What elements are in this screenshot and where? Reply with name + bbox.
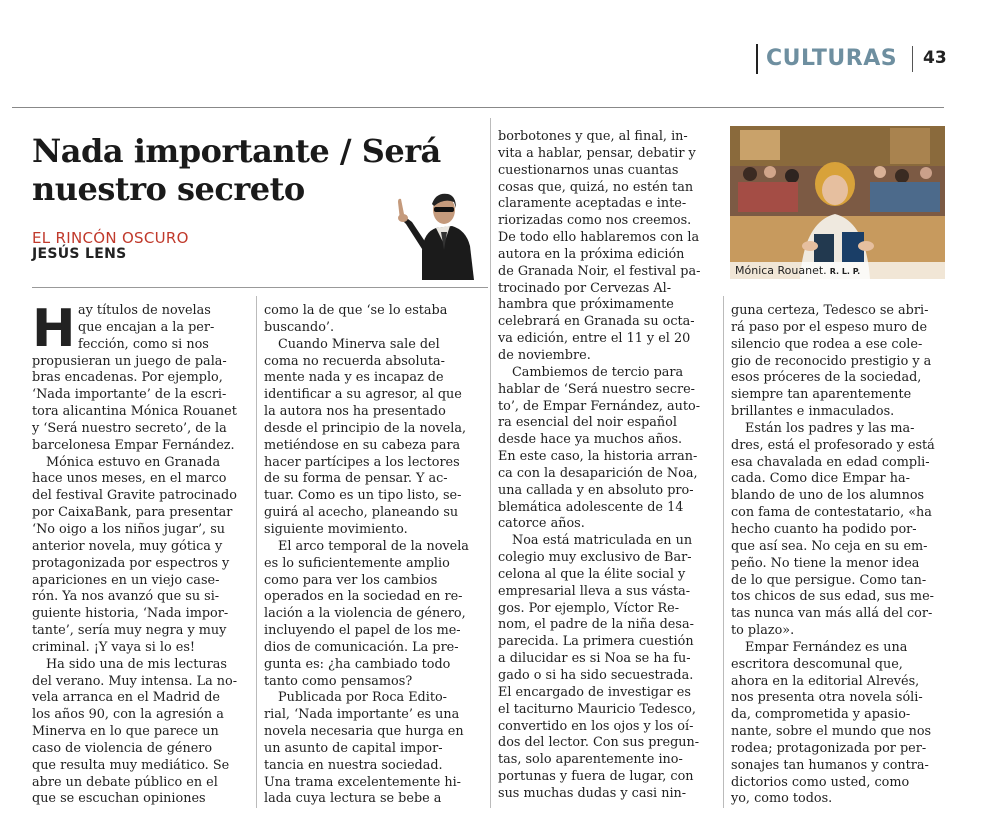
column-rule <box>490 118 491 808</box>
text-line: Minerva en lo que parece un <box>32 724 219 740</box>
text-line: gunta es: ¿ha cambiado todo <box>264 656 451 672</box>
text-column-1 <box>32 299 254 808</box>
headline-rule <box>32 287 488 288</box>
text-line: da, comprometida y apasio- <box>731 707 911 723</box>
text-line: El arco temporal de la novela <box>278 538 469 554</box>
text-line: autora en la próxima edición <box>498 246 685 262</box>
text-line: ahora en la editorial Alrevés, <box>731 673 920 689</box>
text-line: la autora nos ha presentado <box>264 404 446 420</box>
text-line: Cambiemos de tercio para <box>512 364 684 380</box>
text-line: De todo ello hablaremos con la <box>498 230 700 246</box>
text-line: trocinado por Cervezas Al- <box>498 280 672 296</box>
text-line: Mónica estuvo en Granada <box>46 454 221 470</box>
text-line: a dilucidar es si Noa se ha fu- <box>498 651 691 667</box>
text-line: silencio que rodea a ese cole- <box>731 336 923 352</box>
text-line: una callada y en absoluto pro- <box>498 482 694 498</box>
text-line: coma no recuerda absoluta- <box>264 353 445 369</box>
text-line: brillantes e inmaculados. <box>731 404 895 420</box>
text-line: tos chicos de sus edad, sus me- <box>731 589 934 605</box>
photo-monica-rouanet <box>730 126 945 279</box>
text-line: abre un debate público en el <box>32 774 218 790</box>
text-line: borbotones y que, al final, in- <box>498 129 688 144</box>
text-line: gado o si ha sido secuestrada. <box>498 668 694 683</box>
text-line: rial, ‘Nada importante’ es una <box>264 707 460 723</box>
text-line: mente nada y es incapaz de <box>264 370 444 386</box>
text-line: celona al que la élite social y <box>498 566 686 582</box>
text-line: criminal. ¡Y vaya si lo es! <box>32 639 196 655</box>
text-line: to plazo». <box>731 623 795 639</box>
text-line: barcelonesa Empar Fernández. <box>32 437 235 453</box>
text-line: tante’, sería muy negra y muy <box>32 623 227 639</box>
text-line: como para ver los cambios <box>264 572 438 588</box>
text-line: cosas que, quizá, no estén tan <box>498 179 694 195</box>
text-line: tanto como pensamos? <box>264 673 413 689</box>
text-column-3 <box>498 129 720 803</box>
text-line: esa chavalada en edad compli- <box>731 454 930 470</box>
text-line: Cuando Minerva sale del <box>278 336 440 352</box>
text-line: El encargado de investigar es <box>498 684 691 700</box>
photo-credit: R. L. P. <box>829 267 861 276</box>
caption-text: Mónica Rouanet. <box>735 264 827 277</box>
headline-line: nuestro secreto <box>32 170 305 208</box>
text-line: desde hace ya muchos años. <box>498 432 683 448</box>
text-line: que así sea. No ceja en su em- <box>731 538 928 554</box>
text-line: hablar de ‘Será nuestro secre- <box>498 381 696 397</box>
text-line: Noa está matriculada en un <box>512 533 693 549</box>
text-line: del festival Gravite patrocinado <box>32 488 237 504</box>
text-line: empresarial lleva a sus vásta- <box>498 583 691 599</box>
text-line: nante, sobre el mundo que nos <box>731 724 932 740</box>
text-line: que resulta muy mediático. Se <box>32 757 230 773</box>
photo-caption <box>730 262 945 279</box>
column-rule <box>256 296 257 808</box>
text-line: es lo suficientemente amplio <box>264 555 450 571</box>
text-line: hecho cuanto ha podido por- <box>731 521 917 537</box>
column-name: EL RINCÓN OSCURO <box>32 229 189 247</box>
text-line: ay títulos de novelas <box>78 303 211 318</box>
text-line: buscando’. <box>264 319 335 335</box>
text-line: sus muchas dudas y casi nin- <box>498 785 687 801</box>
headline-line: Nada importante / Será <box>32 132 441 170</box>
text-line: dos del lector. Con sus pregun- <box>498 735 700 751</box>
text-line: fección, como si nos <box>78 336 209 352</box>
text-line: guiente historia, ‘Nada impor- <box>32 606 229 622</box>
text-line: de su forma de pensar. Y ac- <box>264 471 448 487</box>
text-line: convertido en los ojos y los oí- <box>498 718 694 734</box>
text-line: Están los padres y las ma- <box>745 420 915 436</box>
section-name: CULTURAS <box>766 46 898 71</box>
text-line: tora alicantina Mónica Rouanet <box>32 404 237 420</box>
text-line: vita a hablar, pensar, debatir y <box>498 145 696 161</box>
text-line: apariciones en un viejo case- <box>32 572 220 588</box>
text-line: de noviembre. <box>498 347 591 363</box>
text-line: catorce años. <box>498 516 585 532</box>
text-line: tas, solo aparentemente ino- <box>498 752 683 768</box>
text-line: gio de reconocido prestigio y a <box>731 353 932 369</box>
text-line: rón. Ya nos avanzó que su si- <box>32 589 220 605</box>
text-line: caso de violencia de género <box>32 740 213 756</box>
text-line: nos presenta otra novela sóli- <box>731 690 923 706</box>
text-line: ra esencial del noir español <box>498 415 677 431</box>
text-line: hace unos meses, en el marco <box>32 471 227 487</box>
text-line: operados en la sociedad en re- <box>264 589 463 605</box>
text-line: dios de comunicación. La pre- <box>264 639 459 655</box>
text-line: dres, está el profesorado y está <box>731 437 935 453</box>
text-line: blemática adolescente de 14 <box>498 499 684 515</box>
text-line: esos próceres de la sociedad, <box>731 370 922 386</box>
text-line: lación a la violencia de género, <box>264 606 466 622</box>
text-line: yo, como todos. <box>731 791 833 807</box>
page-number-divider <box>912 46 913 72</box>
text-line: sonajes tan humanos y contra- <box>731 757 929 773</box>
text-line: gos. Por ejemplo, Víctor Re- <box>498 600 680 616</box>
text-line: to’, de Empar Fernández, auto- <box>498 398 701 414</box>
text-line: anterior novela, muy gótica y <box>32 538 223 554</box>
text-line: propusieran un juego de pala- <box>32 353 227 369</box>
text-line: portunas y fuera de lugar, con <box>498 769 694 785</box>
page-number: 43 <box>923 48 947 68</box>
text-line: los años 90, con la agresión a <box>32 707 224 723</box>
text-line: un asunto de capital impor- <box>264 740 443 756</box>
text-line: lada cuya lectura se bebe a <box>264 791 442 807</box>
text-line: Ha sido una de mis lecturas <box>46 656 227 672</box>
text-line: celebrará en Granada su octa- <box>498 314 695 330</box>
text-line: guirá al acecho, planeando su <box>264 505 459 521</box>
text-line: parecida. La primera cuestión <box>498 634 694 650</box>
text-line: va edición, entre el 11 y el 20 <box>498 331 691 347</box>
text-line: guna certeza, Tedesco se abri- <box>731 303 929 318</box>
text-line: cada. Como dice Empar ha- <box>731 471 910 487</box>
text-line: con fama de contestatario, «ha <box>731 505 932 521</box>
text-line: escritora descomunal que, <box>731 656 903 672</box>
text-line: de Granada Noir, el festival pa- <box>498 263 701 279</box>
text-column-2 <box>264 303 486 808</box>
text-line: siempre tan aparentemente <box>731 387 912 403</box>
text-line: desde el principio de la novela, <box>264 420 467 436</box>
drop-cap: H <box>32 299 76 359</box>
text-line: Una trama excelentemente hi- <box>264 774 461 790</box>
text-line: de lo que persigue. Como tan- <box>731 572 927 588</box>
text-line: ‘No oigo a los niños jugar’, su <box>32 521 226 537</box>
text-line: Empar Fernández es una <box>745 639 908 655</box>
text-line: vela arranca en el Madrid de <box>32 690 220 706</box>
text-line: En este caso, la historia arran- <box>498 449 698 465</box>
text-line: siguiente movimiento. <box>264 521 408 537</box>
text-line: por CaixaBank, para presentar <box>32 505 233 521</box>
text-line: hacer partícipes a los lectores <box>264 454 460 470</box>
section-divider <box>756 44 758 74</box>
text-line: metiéndose en su cabeza para <box>264 437 461 453</box>
text-line: y ‘Será nuestro secreto’, de la <box>32 420 227 436</box>
text-line: tuar. Como es un tipo listo, se- <box>264 488 462 504</box>
text-line: colegio muy exclusivo de Bar- <box>498 550 692 566</box>
text-line: peño. No tiene la menor idea <box>731 555 920 571</box>
text-line: rodea; protagonizada por per- <box>731 740 927 756</box>
text-line: del verano. Muy intensa. La no- <box>32 673 238 689</box>
text-line: como la de que ‘se lo estaba <box>264 303 448 318</box>
text-column-4 <box>731 303 953 808</box>
text-line: ca con la desaparición de Noa, <box>498 465 698 481</box>
text-line: identificar a su agresor, al que <box>264 387 462 403</box>
author-byline: JESÚS LENS <box>32 246 127 262</box>
author-photo <box>392 180 476 280</box>
text-line: ‘Nada importante’ de la escri- <box>32 387 227 403</box>
column-rule <box>723 296 724 808</box>
text-line: riorizadas como nos creemos. <box>498 213 692 229</box>
text-line: tas nunca van más allá del cor- <box>731 606 933 622</box>
text-line: protagonizada por espectros y <box>32 555 230 571</box>
text-line: cuestionarnos unas cuantas <box>498 162 679 178</box>
text-line: blando de uno de los alumnos <box>731 488 925 504</box>
text-line: el taciturno Mauricio Tedesco, <box>498 701 696 717</box>
text-line: nom, el padre de la niña desa- <box>498 617 694 633</box>
headline <box>32 132 452 208</box>
text-line: dictorios como usted, como <box>731 774 910 790</box>
header-rule <box>12 107 944 108</box>
text-line: tancia en nuestra sociedad. <box>264 757 443 773</box>
text-line: que se escuchan opiniones <box>32 791 206 807</box>
text-line: bras encadenas. Por ejemplo, <box>32 370 223 386</box>
text-line: Publicada por Roca Edito- <box>278 690 447 706</box>
text-line: hambra que próximamente <box>498 297 674 313</box>
text-line: que encajan a la per- <box>78 319 215 335</box>
text-line: novela necesaria que hurga en <box>264 724 464 740</box>
text-line: claramente aceptadas e inte- <box>498 196 687 212</box>
text-line: rá paso por el espeso muro de <box>731 319 928 335</box>
text-line: incluyendo el papel de los me- <box>264 623 461 639</box>
